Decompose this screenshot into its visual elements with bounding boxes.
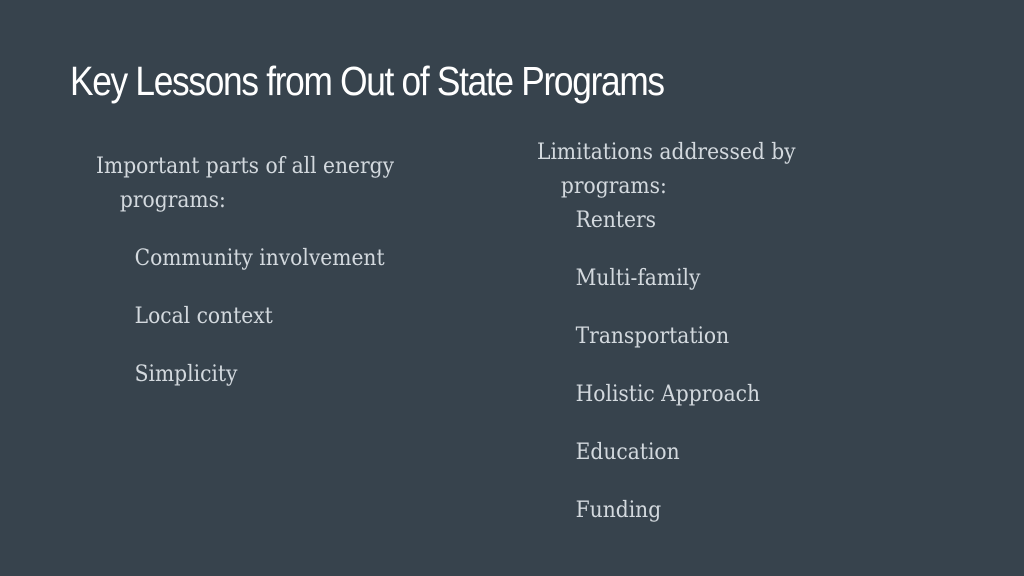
- right-column: [537, 136, 837, 528]
- list-item: Multi-family: [575, 266, 701, 291]
- list-item: Local context: [134, 304, 273, 329]
- list-item: Simplicity: [134, 362, 238, 387]
- left-column-heading-cont: programs:: [119, 188, 226, 213]
- left-column-heading: Important parts of all energy: [96, 154, 395, 179]
- list-item: Education: [575, 440, 680, 465]
- slide-title: Key Lessons from Out of State Programs: [70, 58, 664, 104]
- right-column-heading: Limitations addressed by: [537, 140, 796, 165]
- list-item: Holistic Approach: [575, 382, 761, 407]
- list-item: Transportation: [575, 324, 730, 349]
- list-item: Renters: [575, 208, 657, 233]
- left-column: [96, 150, 426, 392]
- list-item: Community involvement: [134, 246, 385, 271]
- list-item: Funding: [575, 498, 662, 523]
- right-column-heading-cont: programs:: [560, 174, 667, 199]
